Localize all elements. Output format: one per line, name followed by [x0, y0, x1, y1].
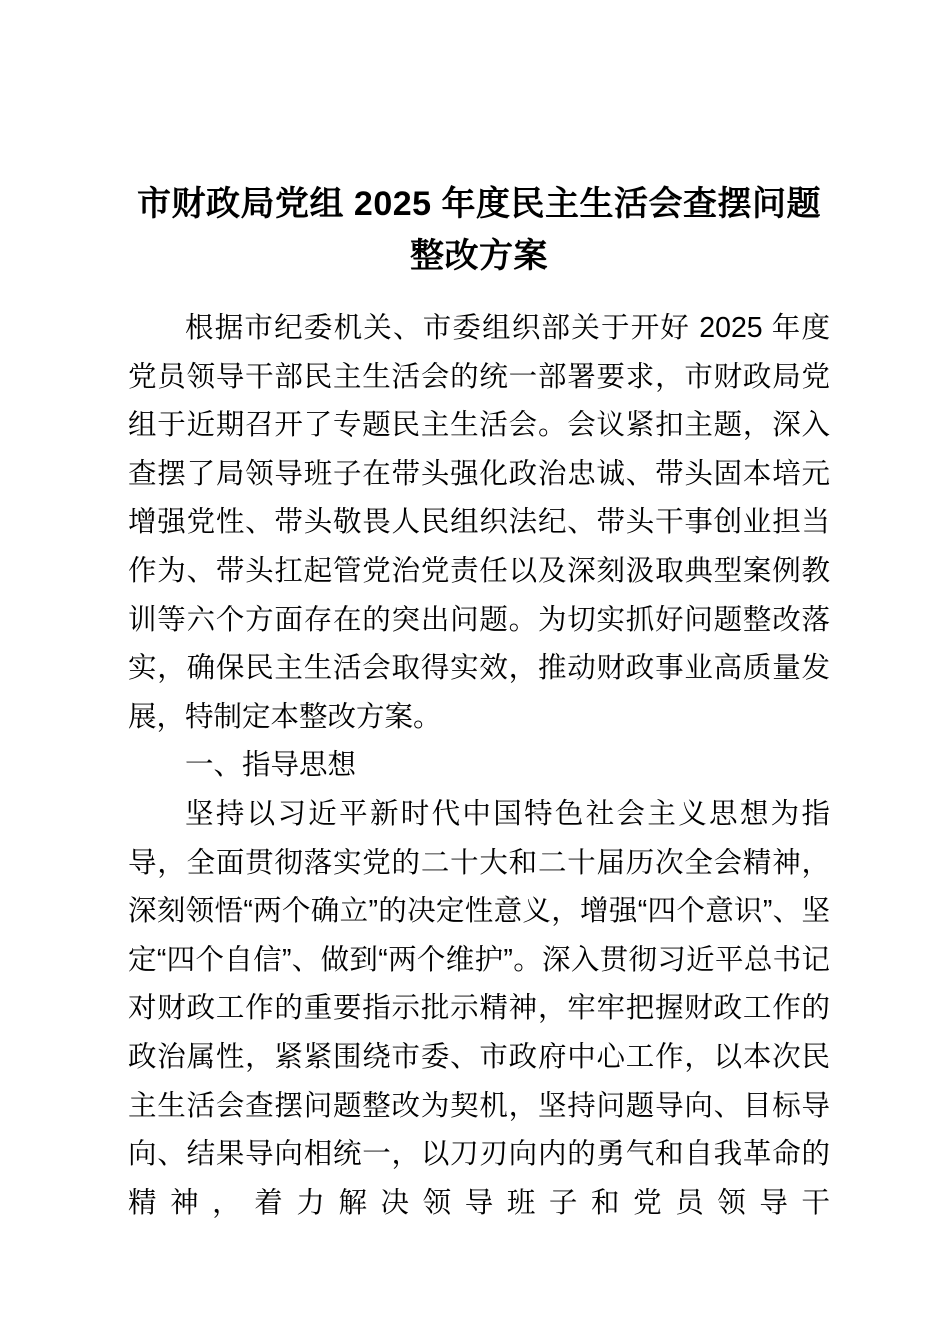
paragraph-intro: 根据市纪委机关、市委组织部关于开好 2025 年度党员领导干部民主生活会的统一部署要求，市财政局党组于近期召开了专题民主生活会。会议紧扣主题，深入查摆了局领导班子在带头强化政治忠诚、带头固本培元增强党性、带头敬畏人民组织法纪、带头干事创业担当作为、带头扛起管党治党责任以及深刻汲取典型案例教训等六个方面存在的突出问题。为切实抓好问题整改落实，确保民主生活会取得实效，推动财政事业高质量发展，特制定本整改方案。 — [128, 312, 830, 733]
section-heading-guiding-ideology: 一、指导思想 — [185, 749, 357, 782]
document-body — [128, 304, 830, 1227]
document-content-column — [128, 0, 830, 1227]
paragraph-guiding-ideology-body: 坚持以习近平新时代中国特色社会主义思想为指导，全面贯彻落实党的二十大和二十届历次全会精神，深刻领悟“两个确立”的决定性意义，增强“四个意识”、坚定“四个自信”、做到“两个维护”。深入贯彻习近平总书记对财政工作的重要指示批示精神，牢牢把握财政工作的政治属性，紧紧围绕市委、市政府中心工作，以本次民主生活会查摆问题整改为契机，坚持问题导向、目标导向、结果导向相统一，以刀刃向内的勇气和自我革命的精神，着力解决领导班子和党员领导干 — [128, 797, 830, 1219]
page-title: 市财政局党组 2025 年度民主生活会查摆问题整改方案 — [136, 185, 822, 275]
